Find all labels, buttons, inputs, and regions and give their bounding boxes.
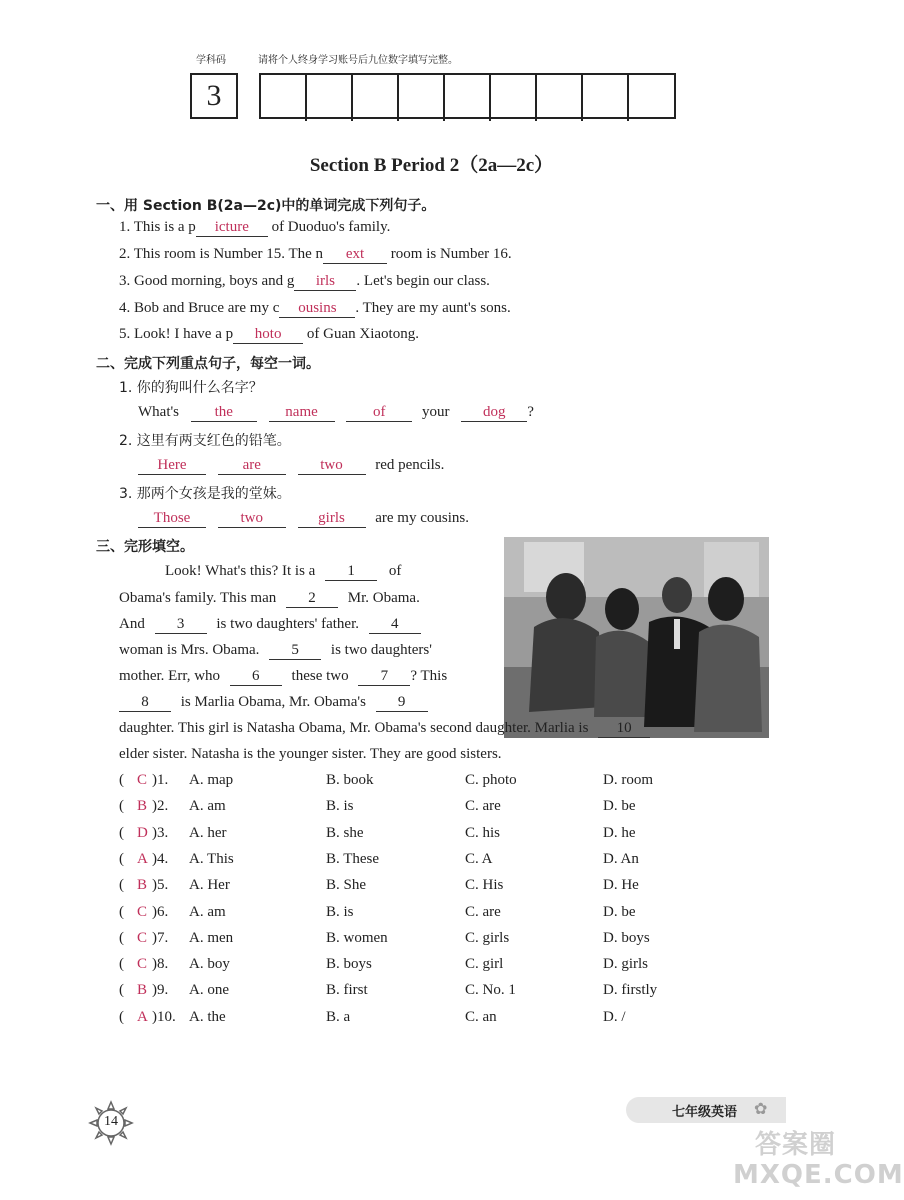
answer-blank[interactable]: ext [323,245,387,264]
option-d[interactable]: D. he [603,824,636,841]
cloze-line-8: elder sister. Natasha is the younger sister. They are good sisters. [119,746,502,762]
option-b[interactable]: B. She [326,877,367,894]
digit-box[interactable] [583,75,629,121]
option-c[interactable]: C. girls [465,929,510,946]
question-number: )9. [152,982,169,999]
paren-open: ( [119,877,124,894]
cloze-blank[interactable]: 3 [155,615,207,634]
answer-choice[interactable]: B [137,798,148,815]
option-a[interactable]: A. am [189,903,226,920]
part2-a2: Here are two red pencils. [138,456,738,478]
question-number: )4. [152,850,169,867]
part2-q2: 2. 这里有两支红色的铅笔。 [119,433,291,449]
option-b[interactable]: B. she [326,824,364,841]
part1-items: 1. This is a p icture of Duoduo's family. 2. This room is Number 15. The n ext room is Number 16. 3. Good morning, boys and g irls . Let's begin our class. 4. Bob and Bruce are my c ousins . They are my aunt's sons. 5. Look! I have a p hoto of Guan Xiaotong. [119,219,512,342]
answer-choice[interactable]: B [137,877,148,894]
answer-choice[interactable]: C [137,903,148,920]
option-a[interactable]: A. one [189,982,229,999]
cloze-blank[interactable]: 10 [598,719,650,738]
page-number-badge [88,1100,134,1146]
subject-code-box [190,73,238,119]
option-c[interactable]: C. are [465,798,501,815]
part1-heading: 一、用 Section B(2a—2c)中的单词完成下列句子。 [96,198,436,214]
subject-code-digit: 3 [206,79,222,112]
answer-blank[interactable]: two [298,456,366,475]
paren-open: ( [119,903,124,920]
answer-choice[interactable]: B [137,982,148,999]
paren-open: ( [119,929,124,946]
cloze-blank[interactable]: 2 [286,589,338,608]
answer-blank[interactable]: icture [196,218,268,237]
account-digit-boxes[interactable] [259,73,676,119]
option-c[interactable]: C. an [465,1008,497,1025]
option-a[interactable]: A. her [189,824,227,841]
answer-blank[interactable]: ousins [279,299,355,318]
question-number: )3. [152,824,169,841]
option-b[interactable]: B. These [326,850,380,867]
option-b[interactable]: B. book [326,772,374,788]
answer-choice[interactable]: C [137,929,148,946]
cloze-line-7: daughter. This girl is Natasha Obama, Mr. Obama's second daughter. Marlia is 10 [119,719,779,741]
option-b[interactable]: B. first [326,982,368,999]
digit-box[interactable] [537,75,583,121]
part3-heading: 三、完形填空。 [96,539,194,555]
digit-box[interactable] [399,75,445,121]
paren-open: ( [119,982,124,999]
option-d[interactable]: D. firstly [603,982,658,999]
cloze-passage: Look! What's this? It is a 1 of Obama's family. This man 2 Mr. Obama. And 3 is two daughters' father. 4 woman is Mrs. Obama. 5 is two daughters' mother. Err, who 6 these two 7 ? This 8 is Marlia Obama, Mr. Obama's 9 [119,563,448,710]
option-b[interactable]: B. is [326,903,354,920]
option-a[interactable]: A. men [189,929,234,946]
cloze-blank[interactable]: 1 [325,562,377,581]
question-number: )10. [152,1008,176,1025]
digit-box[interactable] [261,75,307,121]
cloze-blank[interactable]: 9 [376,693,428,712]
answer-blank[interactable]: of [346,403,412,422]
option-c[interactable]: C. A [465,850,493,867]
option-a[interactable]: A. am [189,798,226,815]
family-photo [504,537,769,738]
option-b[interactable]: B. boys [326,956,372,973]
flower-icon: ✿ [754,1099,768,1118]
option-d[interactable]: D. / [603,1008,626,1025]
paren-open: ( [119,798,124,815]
paren-open: ( [119,772,124,788]
answer-blank[interactable]: girls [298,509,366,528]
part2-a3: Those two girls are my cousins. [138,509,738,531]
option-a[interactable]: A. boy [189,956,230,973]
answer-choice[interactable]: A [137,1008,148,1025]
option-c[interactable]: C. girl [465,956,504,973]
paren-open: ( [119,850,124,867]
option-a[interactable]: A. Her [189,877,230,894]
option-d[interactable]: D. be [603,798,636,815]
cloze-blank[interactable]: 5 [269,641,321,660]
option-b[interactable]: B. is [326,798,354,815]
option-c[interactable]: C. His [465,877,504,894]
cloze-blank[interactable]: 8 [119,693,171,712]
answer-choice[interactable]: C [137,772,148,788]
question-number: )1. [152,772,169,788]
option-d[interactable]: D. He [603,877,639,894]
option-a[interactable]: A. map [189,772,234,788]
option-d[interactable]: D. room [603,772,653,788]
answer-blank[interactable]: hoto [233,325,303,344]
digit-box[interactable] [445,75,491,121]
option-a[interactable]: A. This [189,850,234,867]
cloze-blank[interactable]: 7 [358,667,410,686]
answer-blank[interactable]: two [218,509,286,528]
part2-q3: 3. 那两个女孩是我的堂妹。 [119,486,291,502]
option-b[interactable]: B. a [326,1008,351,1025]
answer-choice[interactable]: D [137,824,148,841]
paren-open: ( [119,824,124,841]
answer-blank[interactable]: Here [138,456,206,475]
answer-blank[interactable]: are [218,456,286,475]
answer-blank[interactable]: Those [138,509,206,528]
option-d[interactable]: D. be [603,903,636,920]
question-number: )5. [152,877,169,894]
cloze-blank[interactable]: 6 [230,667,282,686]
option-b[interactable]: B. women [326,929,388,946]
book-label-tab [626,1097,786,1123]
page-title: Section B Period 2（2a—2c） [309,155,554,176]
digit-box[interactable] [353,75,399,121]
question-number: )7. [152,929,169,946]
part2-a1: What's the name of your dog ? [138,404,534,420]
option-d[interactable]: D. girls [603,956,648,973]
digit-box[interactable] [491,75,537,121]
option-a[interactable]: A. the [189,1008,226,1025]
answer-blank[interactable]: dog [461,403,527,422]
question-number: )2. [152,798,169,815]
choice-questions [119,772,779,1037]
answer-blank[interactable]: irls [294,272,356,291]
question-number: )8. [152,956,169,973]
cloze-blank[interactable]: 4 [369,615,421,634]
part2-q1: 1. 你的狗叫什么名字？ [119,380,263,396]
option-c[interactable]: C. his [465,824,501,841]
paren-open: ( [119,956,124,973]
option-d[interactable]: D. boys [603,929,650,946]
option-c[interactable]: C. photo [465,772,517,788]
paren-open: ( [119,1008,124,1025]
book-label: 七年级英语 [672,1105,738,1120]
digit-box[interactable] [307,75,353,121]
account-instruction: 请将个人终身学习账号后九位数字填写完整。 [258,55,458,66]
watermark: 答案圈 MXQE.COM [733,1130,904,1190]
page-number: 14 [104,1114,118,1129]
question-number: )6. [152,903,169,920]
option-c[interactable]: C. are [465,903,501,920]
subject-code-label: 学科码 [196,55,226,66]
part2-heading: 二、完成下列重点句子，每空一词。 [96,356,320,372]
option-c[interactable]: C. No. 1 [465,982,516,999]
answer-blank[interactable]: name [269,403,335,422]
answer-choice[interactable]: C [137,956,148,973]
answer-blank[interactable]: the [191,403,257,422]
option-d[interactable]: D. An [603,850,639,867]
answer-choice[interactable]: A [137,850,148,867]
